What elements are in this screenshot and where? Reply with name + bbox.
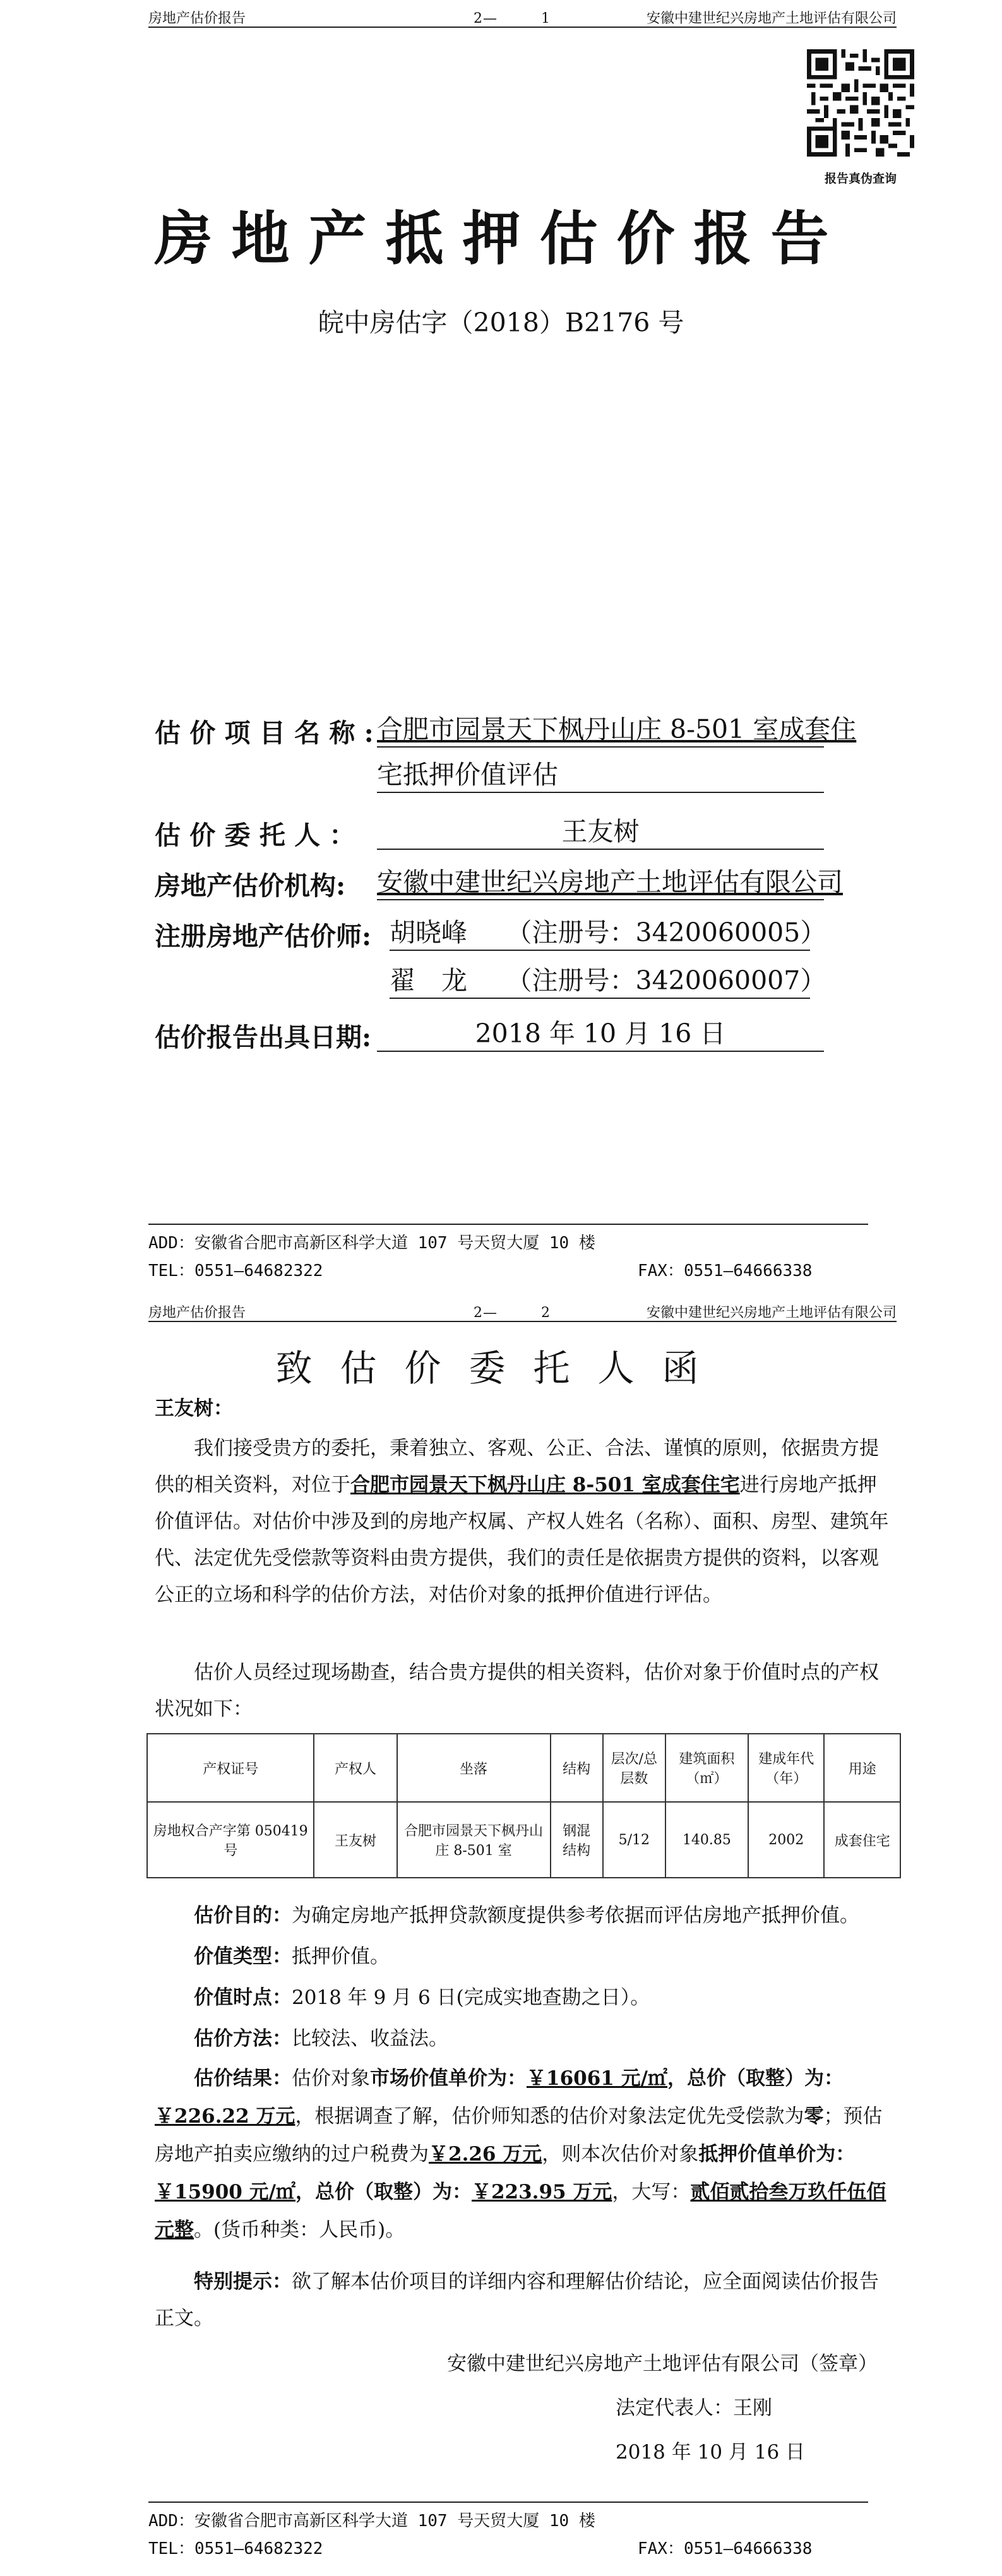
purpose-item <box>155 1897 893 1934</box>
footer-address: ADD：安徽省合肥市高新区科学大道 107 号天贸大厦 10 楼 <box>148 2512 595 2531</box>
table-header-cell: 坐落 <box>397 1734 551 1802</box>
method-key: 估价方法： <box>194 2027 292 2050</box>
letter-paragraph-2: 估价人员经过现场勘查，结合贵方提供的相关资料，估价对象于价值时点的产权状况如下： <box>155 1661 879 1720</box>
client-value: 王友树 <box>377 814 824 850</box>
footer-fax: FAX：0551—64666338 <box>638 1261 813 1280</box>
purpose-key: 估价目的： <box>194 1904 292 1927</box>
notice-item <box>155 2263 893 2337</box>
report-title: 房地产抵押估价报告 <box>154 205 848 273</box>
header-page-number: 2— 1 <box>474 11 551 27</box>
notice-value: 欲了解本估价项目的详细内容和理解估价结论，应全面阅读估价报告正文。 <box>155 2270 879 2330</box>
result-item <box>155 2060 893 2249</box>
result-text: ；预估房地产拍卖应缴纳的过户税费为 <box>155 2105 883 2166</box>
result-text: 估价对象 <box>292 2067 370 2090</box>
table-header-cell: 建筑面积（㎡） <box>665 1734 748 1802</box>
signature-date: 2018 年 10 月 16 日 <box>616 2441 806 2464</box>
appraiser-2: 翟 龙 （注册号：3420060007） <box>390 963 810 999</box>
table-cell: 王友树 <box>314 1802 397 1878</box>
table-header-cell: 建成年代（年） <box>748 1734 824 1802</box>
table-header-cell: 产权证号 <box>147 1734 314 1802</box>
page-header <box>148 4 897 28</box>
para1-text-c: 进行房地产抵押价值评估。对估价中涉及到的房地产权属、产权人姓名（名称）、面积、房型、建筑年代、法定优先受偿款等资料由贵方提供，我们的责任是依据贵方提供的资料，以客观公正的立场和科学的估价方法，对估价对象的抵押价值进行评估。 <box>155 1474 889 1606</box>
qr-code-icon[interactable] <box>807 49 914 157</box>
project-label: 估 价 项 目 名 称 : <box>155 718 374 748</box>
agency-label: 房地产估价机构: <box>155 871 346 901</box>
value-type-item <box>155 1938 893 1975</box>
header-page-number: 2— 2 <box>474 1305 551 1321</box>
date-value: 2018 年 10 月 16 日 <box>377 1017 824 1052</box>
table-cell: 房地权合产字第 050419 号 <box>147 1802 314 1878</box>
result-text: 。(货币种类：人民币)。 <box>194 2219 405 2241</box>
result-key: 估价结果： <box>194 2067 292 2090</box>
header-left: 房地产估价报告 <box>148 1305 246 1321</box>
table-cell: 合肥市园景天下枫丹山庄 8-501 室 <box>397 1802 551 1878</box>
mortgage-unit-price: ￥15900 元/㎡ <box>155 2181 295 2203</box>
appraiser-label: 注册房地产估价师: <box>155 921 372 951</box>
notice-key: 特别提示： <box>194 2270 292 2293</box>
market-unit-label: 市场价值单价为： <box>370 2067 527 2090</box>
table-header-cell: 层次/总层数 <box>603 1734 665 1802</box>
table-cell: 成套住宅 <box>824 1802 900 1878</box>
result-text: ，则本次估价对象 <box>542 2143 699 2166</box>
footer-tel: TEL：0551—64682322 <box>148 2539 323 2558</box>
mortgage-total-in-words: 贰佰贰拾叁万玖仟伍佰元整 <box>155 2181 886 2241</box>
method-item <box>155 2020 893 2057</box>
footer-tel: TEL：0551—64682322 <box>148 1261 323 1280</box>
table-cell: 5/12 <box>603 1802 665 1878</box>
property-rights-table <box>146 1733 901 1878</box>
mortgage-unit-label: 抵押价值单价为： <box>698 2143 856 2166</box>
page-header <box>148 1298 897 1322</box>
result-text: ，大写： <box>612 2181 691 2203</box>
value-date-item <box>155 1979 893 2016</box>
purpose-value: 为确定房地产抵押贷款额度提供参考依据而评估房地产抵押价值。 <box>292 1904 859 1927</box>
signature-company: 安徽中建世纪兴房地产土地评估有限公司（签章） <box>447 2352 878 2375</box>
footer-divider <box>148 2501 868 2503</box>
qr-verify-label: 报告真伪查询 <box>824 172 897 186</box>
transfer-tax-value: ￥2.26 万元 <box>429 2143 542 2166</box>
footer-divider <box>148 1224 868 1225</box>
mortgage-total-label: ，总价（取整）为： <box>295 2181 472 2203</box>
value-type-key: 价值类型： <box>194 1945 292 1968</box>
value-date-key: 价值时点： <box>194 1986 292 2009</box>
document-number: 皖中房估字（2018）B2176 号 <box>318 307 684 338</box>
table-header-cell: 用途 <box>824 1734 900 1802</box>
table-cell: 钢混结构 <box>551 1802 603 1878</box>
table-header-cell: 产权人 <box>314 1734 397 1802</box>
letter-paragraph-1 <box>155 1430 893 1613</box>
project-value-line1: 合肥市园景天下枫丹山庄 8-501 室成套住 <box>377 712 824 748</box>
priority-claim-value: 零 <box>804 2105 824 2128</box>
signature-legal-rep: 法定代表人：王刚 <box>616 2397 772 2419</box>
header-left: 房地产估价报告 <box>148 11 246 27</box>
para1-text-a: 我们接受贵方的委托，秉着独立、客观、公正、合法、谨慎的原则，依据贵方提供的相关资料，对位于 <box>155 1437 879 1496</box>
result-text: ，根据调查了解，估价师知悉的估价对象法定优先受偿款为 <box>295 2105 804 2128</box>
value-date-value: 2018 年 9 月 6 日(完成实地查勘之日）。 <box>292 1986 650 2009</box>
market-unit-price: ￥16061 元/㎡ <box>527 2067 667 2090</box>
table-cell: 140.85 <box>665 1802 748 1878</box>
footer-address: ADD：安徽省合肥市高新区科学大道 107 号天贸大厦 10 楼 <box>148 1234 595 1253</box>
project-value-line2: 宅抵押价值评估 <box>377 758 824 793</box>
market-total-price: ￥226.22 万元 <box>155 2105 295 2128</box>
table-header-cell: 结构 <box>551 1734 603 1802</box>
value-type-value: 抵押价值。 <box>292 1945 390 1968</box>
market-total-label: ，总价（取整）为： <box>667 2067 844 2090</box>
para1-property-address: 合肥市园景天下枫丹山庄 8-501 室成套住宅 <box>350 1474 740 1496</box>
letter-title: 致估价委托人函 <box>275 1347 727 1390</box>
letter-page <box>0 1294 1002 2576</box>
footer-fax: FAX：0551—64666338 <box>638 2539 813 2558</box>
header-company: 安徽中建世纪兴房地产土地评估有限公司 <box>646 1305 897 1321</box>
header-company: 安徽中建世纪兴房地产土地评估有限公司 <box>646 11 897 27</box>
agency-value: 安徽中建世纪兴房地产土地评估有限公司 <box>377 865 824 900</box>
salutation: 王友树： <box>155 1397 233 1420</box>
appraiser-1: 胡晓峰 （注册号：3420060005） <box>390 915 810 951</box>
date-label: 估价报告出具日期: <box>155 1022 372 1052</box>
table-cell: 2002 <box>748 1802 824 1878</box>
method-value: 比较法、收益法。 <box>292 2027 448 2050</box>
client-label: 估 价 委 托 人 ： <box>155 820 355 850</box>
table-row <box>147 1802 900 1878</box>
table-header-row <box>147 1734 900 1802</box>
mortgage-total-price: ￥223.95 万元 <box>471 2181 612 2203</box>
